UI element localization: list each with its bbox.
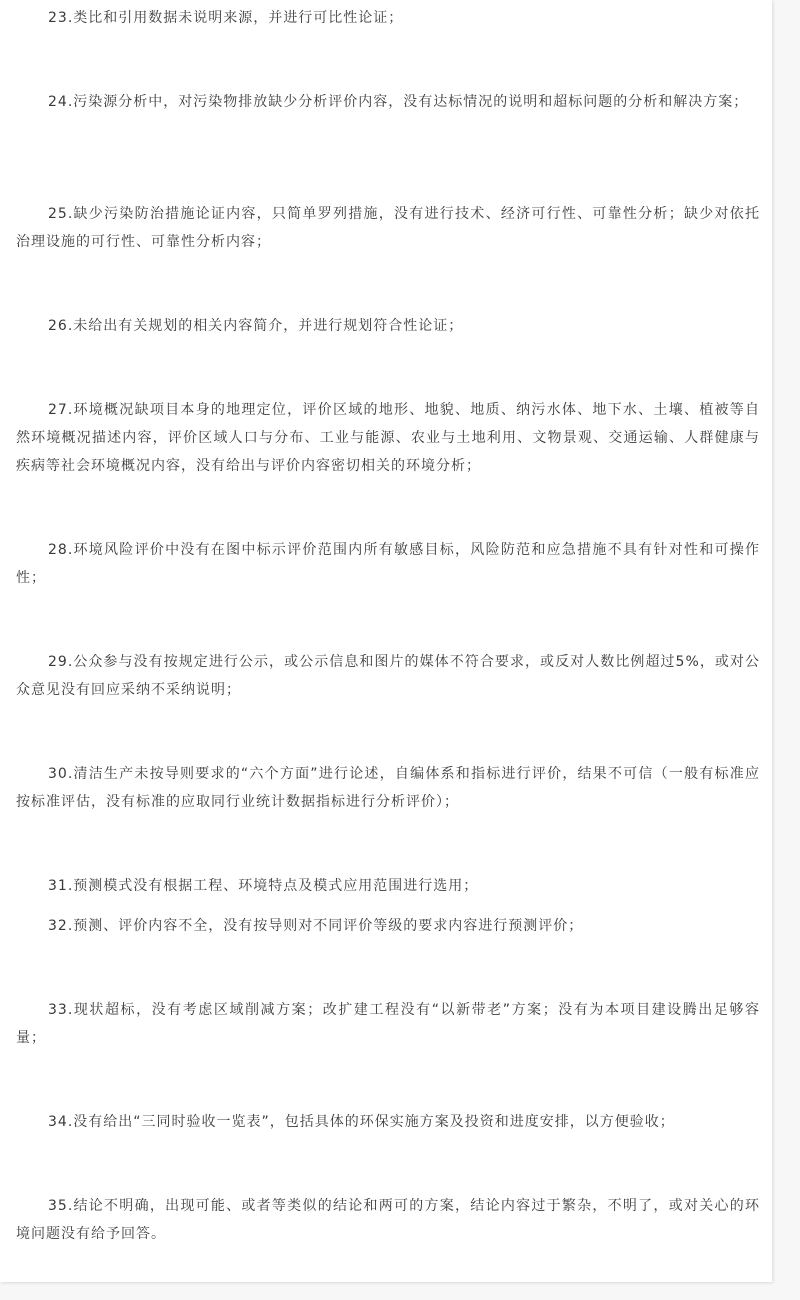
list-item-33: 33.现状超标，没有考虑区域削减方案；改扩建工程没有“以新带老”方案；没有为本项目建设腾出足够容量； <box>16 1002 760 1046</box>
list-item-29: 29.公众参与没有按规定进行公示，或公示信息和图片的媒体不符合要求，或反对人数比例超过5%，或对公众意见没有回应采纳不采纳说明； <box>16 654 760 698</box>
list-item-23: 23.类比和引用数据未说明来源，并进行可比性论证； <box>48 10 404 26</box>
list-item-30: 30.清洁生产未按导则要求的“六个方面”进行论述，自编体系和指标进行评价，结果不可信（一般有标准应按标准评估，没有标准的应取同行业统计数据指标进行分析评价）； <box>16 766 760 810</box>
list-item-25: 25.缺少污染防治措施论证内容，只简单罗列措施，没有进行技术、经济可行性、可靠性分析；缺少对依托治理设施的可行性、可靠性分析内容； <box>16 206 760 250</box>
list-item-28: 28.环境风险评价中没有在图中标示评价范围内所有敏感目标，风险防范和应急措施不具有针对性和可操作性； <box>16 542 760 586</box>
list-item-31: 31.预测模式没有根据工程、环境特点及模式应用范围进行选用； <box>48 878 479 894</box>
list-item-34: 34.没有给出“三同时验收一览表”，包括具体的环保实施方案及投资和进度安排，以方便验收； <box>48 1114 675 1130</box>
list-item-32: 32.预测、评价内容不全，没有按导则对不同评价等级的要求内容进行预测评价； <box>48 918 584 934</box>
list-item-35: 35.结论不明确，出现可能、或者等类似的结论和两可的方案，结论内容过于繁杂，不明了，或对关心的环境问题没有给予回答。 <box>16 1198 760 1242</box>
list-item-27: 27.环境概况缺项目本身的地理定位，评价区域的地形、地貌、地质、纳污水体、地下水、土壤、植被等自然环境概况描述内容，评价区域人口与分布、工业与能源、农业与土地利用、文物景观、交通运输、人群健康与疾病等社会环境概况内容，没有给出与评价内容密切相关的环境分析； <box>16 402 760 474</box>
list-item-26: 26.未给出有关规划的相关内容简介，并进行规划符合性论证； <box>48 318 464 334</box>
list-item-24: 24.污染源分析中，对污染物排放缺少分析评价内容，没有达标情况的说明和超标问题的分析和解决方案； <box>48 94 749 110</box>
